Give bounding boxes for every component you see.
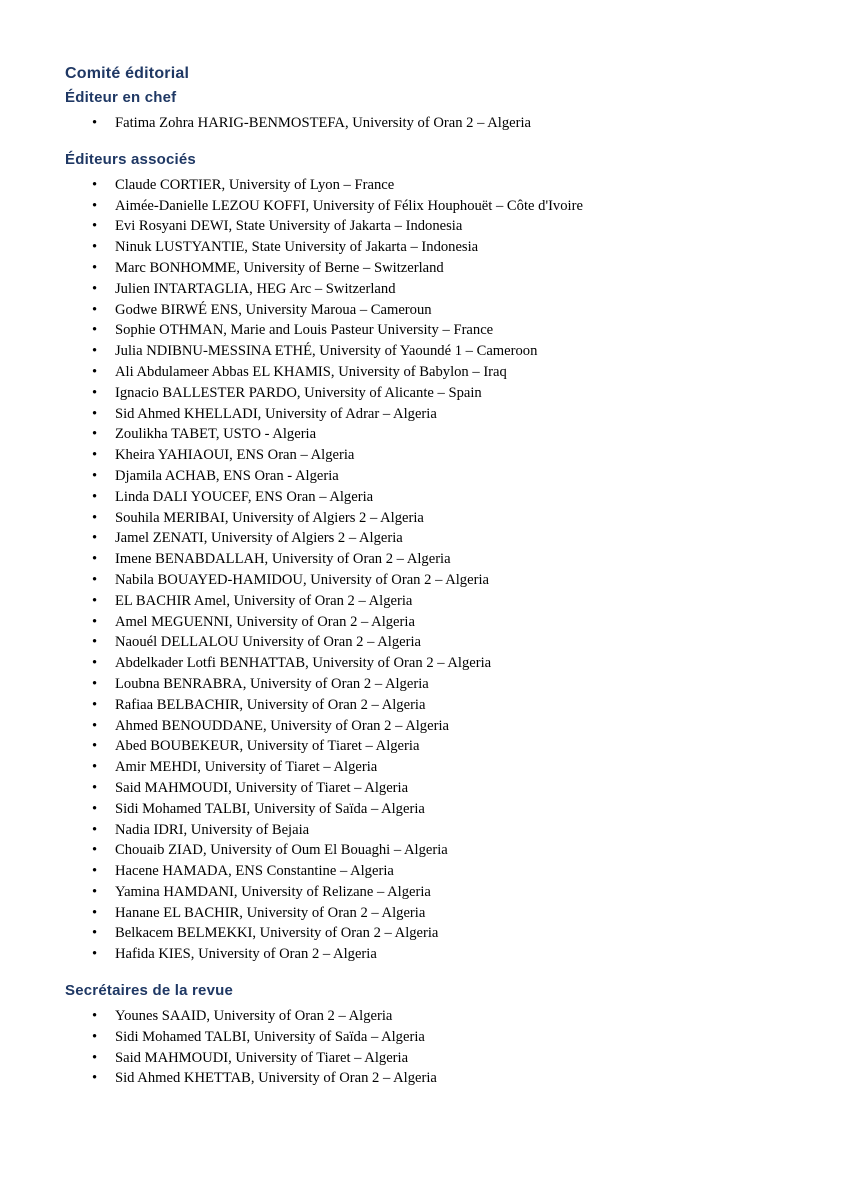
list-item: • Marc BONHOMME, University of Berne – Switzerland xyxy=(65,258,788,279)
list-item: • Abdelkader Lotfi BENHATTAB, University of Oran 2 – Algeria xyxy=(65,653,788,674)
list-item: • Fatima Zohra HARIG-BENMOSTEFA, University of Oran 2 – Algeria xyxy=(65,113,788,134)
list-item: • Sid Ahmed KHETTAB, University of Oran 2 – Algeria xyxy=(65,1068,788,1089)
member-list xyxy=(65,175,788,965)
page-title: Comité éditorial xyxy=(65,65,190,82)
list-item: • Zoulikha TABET, USTO - Algeria xyxy=(65,424,788,445)
list-item: • Jamel ZENATI, University of Algiers 2 – Algeria xyxy=(65,528,788,549)
section-heading: Secrétaires de la revue xyxy=(65,982,234,1000)
list-item: • Sidi Mohamed TALBI, University of Saïda – Algeria xyxy=(65,799,788,820)
list-item: • Belkacem BELMEKKI, University of Oran 2 – Algeria xyxy=(65,923,788,944)
list-item: • Godwe BIRWÉ ENS, University Maroua – Cameroun xyxy=(65,300,788,321)
list-item: • Julia NDIBNU-MESSINA ETHÉ, University of Yaoundé 1 – Cameroon xyxy=(65,341,788,362)
section-secretaires-de-la-revue xyxy=(65,981,788,1089)
list-item: • Abed BOUBEKEUR, University of Tiaret – Algeria xyxy=(65,736,788,757)
list-item: • Sidi Mohamed TALBI, University of Saïda – Algeria xyxy=(65,1027,788,1048)
list-item: • Imene BENABDALLAH, University of Oran 2 – Algeria xyxy=(65,549,788,570)
list-item: • Souhila MERIBAI, University of Algiers 2 – Algeria xyxy=(65,508,788,529)
list-item: • Amel MEGUENNI, University of Oran 2 – Algeria xyxy=(65,612,788,633)
list-item: • Said MAHMOUDI, University of Tiaret – Algeria xyxy=(65,1048,788,1069)
list-item: • Nadia IDRI, University of Bejaia xyxy=(65,820,788,841)
list-item: • Hacene HAMADA, ENS Constantine – Algeria xyxy=(65,861,788,882)
list-item: • Loubna BENRABRA, University of Oran 2 – Algeria xyxy=(65,674,788,695)
list-item: • Aimée-Danielle LEZOU KOFFI, University of Félix Houphouët – Côte d'Ivoire xyxy=(65,196,788,217)
section-heading: Éditeur en chef xyxy=(65,89,177,106)
list-item: • Sophie OTHMAN, Marie and Louis Pasteur University – France xyxy=(65,320,788,341)
section-heading: Éditeurs associés xyxy=(65,150,196,168)
list-item: • Chouaib ZIAD, University of Oum El Bouaghi – Algeria xyxy=(65,840,788,861)
list-item: • Younes SAAID, University of Oran 2 – Algeria xyxy=(65,1006,788,1027)
list-item: • Kheira YAHIAOUI, ENS Oran – Algeria xyxy=(65,445,788,466)
list-item: • Linda DALI YOUCEF, ENS Oran – Algeria xyxy=(65,487,788,508)
list-item: • Ahmed BENOUDDANE, University of Oran 2 – Algeria xyxy=(65,716,788,737)
list-item: • Hanane EL BACHIR, University of Oran 2 – Algeria xyxy=(65,903,788,924)
list-item: • Evi Rosyani DEWI, State University of Jakarta – Indonesia xyxy=(65,216,788,237)
section-editeur-en-chef xyxy=(65,88,788,134)
list-item: • Yamina HAMDANI, University of Relizane – Algeria xyxy=(65,882,788,903)
list-item: • EL BACHIR Amel, University of Oran 2 – Algeria xyxy=(65,591,788,612)
list-item: • Amir MEHDI, University of Tiaret – Algeria xyxy=(65,757,788,778)
list-item: • Ali Abdulameer Abbas EL KHAMIS, University of Babylon – Iraq xyxy=(65,362,788,383)
list-item: • Djamila ACHAB, ENS Oran - Algeria xyxy=(65,466,788,487)
sections-container xyxy=(65,88,788,1089)
list-item: • Julien INTARTAGLIA, HEG Arc – Switzerland xyxy=(65,279,788,300)
list-item: • Nabila BOUAYED-HAMIDOU, University of Oran 2 – Algeria xyxy=(65,570,788,591)
list-item: • Rafiaa BELBACHIR, University of Oran 2 – Algeria xyxy=(65,695,788,716)
list-item: • Ninuk LUSTYANTIE, State University of Jakarta – Indonesia xyxy=(65,237,788,258)
list-item: • Naouél DELLALOU University of Oran 2 – Algeria xyxy=(65,632,788,653)
member-list xyxy=(65,1006,788,1089)
list-item: • Claude CORTIER, University of Lyon – France xyxy=(65,175,788,196)
member-list xyxy=(65,113,788,134)
section-editeurs-associes xyxy=(65,150,788,965)
list-item: • Ignacio BALLESTER PARDO, University of Alicante – Spain xyxy=(65,383,788,404)
list-item: • Sid Ahmed KHELLADI, University of Adrar – Algeria xyxy=(65,404,788,425)
list-item: • Hafida KIES, University of Oran 2 – Algeria xyxy=(65,944,788,965)
list-item: • Said MAHMOUDI, University of Tiaret – Algeria xyxy=(65,778,788,799)
